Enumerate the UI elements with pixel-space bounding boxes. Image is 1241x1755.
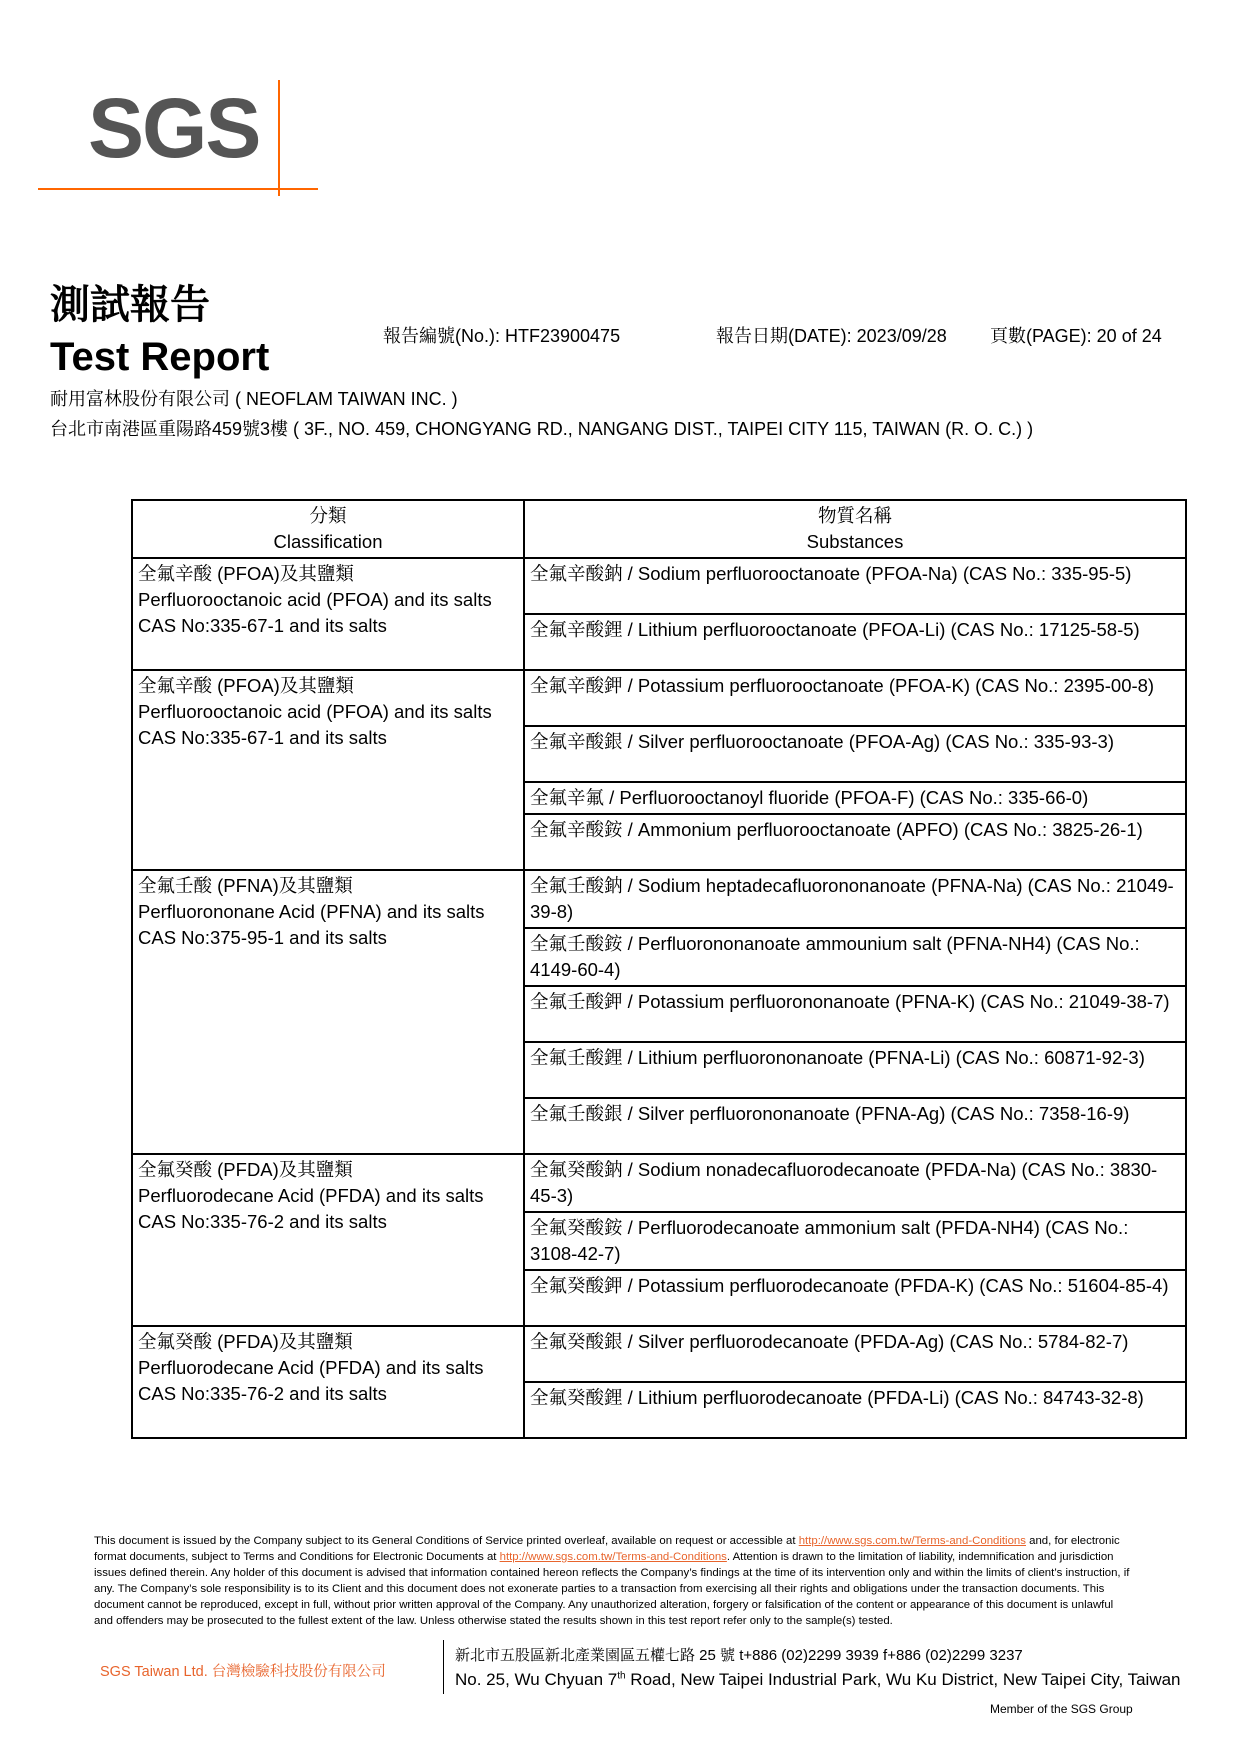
classification-cell: 全氟癸酸 (PFDA)及其鹽類 Perfluorodecane Acid (PFDA) and its salts CAS No:335-76-2 and its salts (132, 1154, 524, 1326)
logo-text: SGS (88, 81, 260, 175)
substance-cell: 全氟癸酸銨 / Perfluorodecanoate ammonium salt (PFDA-NH4) (CAS No.: 3108-42-7) (524, 1212, 1186, 1270)
substance-cell: 全氟壬酸鉀 / Potassium perfluorononanoate (PFNA-K) (CAS No.: 21049-38-7) (524, 986, 1186, 1042)
report-title-en: Test Report (50, 335, 270, 379)
legal-disclaimer: This document is issued by the Company subject to its General Conditions of Service printed overleaf, available on request or accessible at http://www.sgs.com.tw/Terms-and-Conditions and, for electronic format documents, subject to Terms and Conditions for Electronic Documents at http://www.sgs.com.tw/Terms-and-Conditions. Attention is drawn to the limitation of liability, indemnification and jurisdiction issues defined therein. Any holder of this document is advised that information contained hereon reflects the Company’s findings at the time of its intervention only and within the limits of client’s instruction, if any. The Company’s sole responsibility is to its Client and this document does not exonerate parties to a transaction from exercising all their rights and obligations under the transaction documents. This document cannot be reproduced, except in full, without prior written approval of the Company. Any unauthorized alteration, forgery or falsification of the content or appearance of this document is unlawful and offenders may be prosecuted to the fullest extent of the law. Unless otherwise stated the results shown in this test report refer only to the sample(s) tested. (94, 1535, 1130, 1627)
substance-cell: 全氟癸酸鉀 / Potassium perfluorodecanoate (PFDA-K) (CAS No.: 51604-85-4) (524, 1270, 1186, 1326)
table-row (132, 670, 1186, 726)
sgs-logo (38, 80, 318, 195)
terms-electronic-link[interactable]: http://www.sgs.com.tw/Terms-and-Conditions (499, 1551, 727, 1563)
table-row (132, 1154, 1186, 1212)
table-row (132, 558, 1186, 614)
terms-link[interactable]: http://www.sgs.com.tw/Terms-and-Conditions (798, 1535, 1026, 1547)
footer-divider (443, 1640, 444, 1694)
classification-cell: 全氟辛酸 (PFOA)及其鹽類 Perfluorooctanoic acid (PFOA) and its salts CAS No:335-67-1 and its salts (132, 670, 524, 870)
substance-cell: 全氟癸酸鋰 / Lithium perfluorodecanoate (PFDA-Li) (CAS No.: 84743-32-8) (524, 1382, 1186, 1438)
substance-cell: 全氟癸酸銀 / Silver perfluorodecanoate (PFDA-Ag) (CAS No.: 5784-82-7) (524, 1326, 1186, 1382)
substance-cell: 全氟壬酸銨 / Perfluorononanoate ammounium salt (PFNA-NH4) (CAS No.: 4149-60-4) (524, 928, 1186, 986)
report-date: 報告日期(DATE): 2023/09/28 (716, 326, 947, 346)
report-title-zh: 測試報告 (50, 283, 210, 327)
client-company: 耐用富林股份有限公司 ( NEOFLAM TAIWAN INC. ) (50, 389, 458, 409)
page-number: 頁數(PAGE): 20 of 24 (990, 326, 1162, 346)
header-classification: 分類 Classification (132, 500, 524, 558)
substances-table (131, 499, 1187, 1439)
substance-cell: 全氟辛酸鈉 / Sodium perfluorooctanoate (PFOA-Na) (CAS No.: 335-95-5) (524, 558, 1186, 614)
table-header-row (132, 500, 1186, 558)
table-row (132, 870, 1186, 928)
member-note: Member of the SGS Group (990, 1702, 1133, 1716)
substance-cell: 全氟壬酸鈉 / Sodium heptadecafluorononanoate (PFNA-Na) (CAS No.: 21049-39-8) (524, 870, 1186, 928)
substance-cell: 全氟癸酸鈉 / Sodium nonadecafluorodecanoate (PFDA-Na) (CAS No.: 3830-45-3) (524, 1154, 1186, 1212)
classification-cell: 全氟壬酸 (PFNA)及其鹽類 Perfluorononane Acid (PFNA) and its salts CAS No:375-95-1 and its salts (132, 870, 524, 1154)
substance-cell: 全氟辛酸銨 / Ammonium perfluorooctanoate (APFO) (CAS No.: 3825-26-1) (524, 814, 1186, 870)
report-number: 報告編號(No.): HTF23900475 (383, 326, 621, 346)
sgs-address-en: No. 25, Wu Chyuan 7th Road, New Taipei Industrial Park, Wu Ku District, New Taipei City, Taiwan (455, 1670, 1181, 1689)
header-substances: 物質名稱 Substances (524, 500, 1186, 558)
classification-cell: 全氟辛酸 (PFOA)及其鹽類 Perfluorooctanoic acid (PFOA) and its salts CAS No:335-67-1 and its salts (132, 558, 524, 670)
substance-cell: 全氟壬酸鋰 / Lithium perfluorononanoate (PFNA-Li) (CAS No.: 60871-92-3) (524, 1042, 1186, 1098)
substance-cell: 全氟辛酸鉀 / Potassium perfluorooctanoate (PFOA-K) (CAS No.: 2395-00-8) (524, 670, 1186, 726)
client-address: 台北市南港區重陽路459號3樓 ( 3F., NO. 459, CHONGYANG RD., NANGANG DIST., TAIPEI CITY 115, TAIWAN (R. O. C.) ) (50, 419, 1034, 439)
substance-cell: 全氟辛氟 / Perfluorooctanoyl fluoride (PFOA-F) (CAS No.: 335-66-0) (524, 782, 1186, 814)
sgs-address-zh: 新北市五股區新北產業園區五權七路 25 號 t+886 (02)2299 3939 f+886 (02)2299 3237 (455, 1647, 1023, 1664)
table-row (132, 1326, 1186, 1382)
substance-cell: 全氟辛酸鋰 / Lithium perfluorooctanoate (PFOA-Li) (CAS No.: 17125-58-5) (524, 614, 1186, 670)
classification-cell: 全氟癸酸 (PFDA)及其鹽類 Perfluorodecane Acid (PFDA) and its salts CAS No:335-76-2 and its salts (132, 1326, 524, 1438)
substance-cell: 全氟壬酸銀 / Silver perfluorononanoate (PFNA-Ag) (CAS No.: 7358-16-9) (524, 1098, 1186, 1154)
sgs-company-name: SGS Taiwan Ltd. 台灣檢驗科技股份有限公司 (100, 1664, 386, 1680)
substance-cell: 全氟辛酸銀 / Silver perfluorooctanoate (PFOA-Ag) (CAS No.: 335-93-3) (524, 726, 1186, 782)
